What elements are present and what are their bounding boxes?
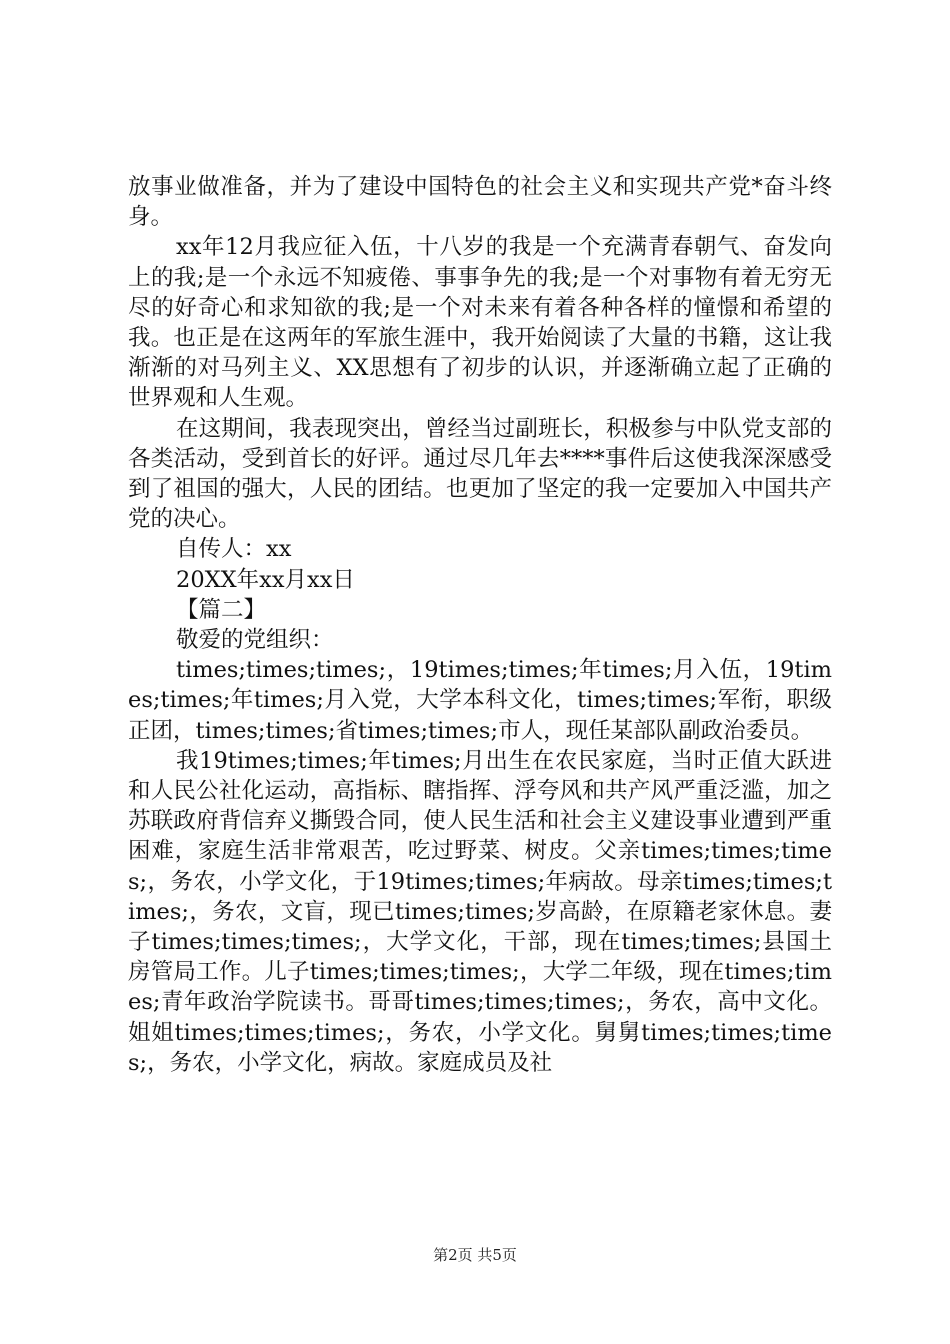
author-signature: 自传人：xx <box>176 536 292 563</box>
section-heading: 【篇二】 <box>176 596 267 623</box>
page-number-footer: 第2页 共5页 <box>433 1246 517 1264</box>
paragraph-enlistment: xx年12月我应征入伍，十八岁的我是一个充满青春朝气、奋发向上的我;是一个永远不知疲倦、事事争先的我;是一个对事物有着无穷无尽的好奇心和求知欲的我;是一个对未来有着各种各样的憧憬和希望的我。也正是在这两年的军旅生涯中，我开始阅读了大量的书籍，这让我渐渐的对马列主义、XX思想有了初步的认识，并逐渐确立起了正确的世界观和人生观。 <box>128 234 832 412</box>
paragraph-profile: times;times;times;，19times;times;年times;月入伍，19times;times;年times;月入党，大学本科文化，times;times;军衔，职级正团，times;times;省times;times;市人，现任某部队副政治委员。 <box>128 657 832 744</box>
paragraph-continuation: 放事业做准备，并为了建设中国特色的社会主义和实现共产党*奋斗终身。 <box>128 174 832 231</box>
document-body <box>128 172 832 1078</box>
salutation: 敬爱的党组织： <box>176 627 334 654</box>
date-line: 20XX年xx月xx日 <box>176 566 355 593</box>
paragraph-service: 在这期间，我表现突出，曾经当过副班长，积极参与中队党支部的各类活动，受到首长的好评。通过尽几年去****事件后这使我深深感受到了祖国的强大，人民的团结。也更加了坚定的我一定要加入中国共产党的决心。 <box>128 415 832 533</box>
paragraph-family: 我19times;times;年times;月出生在农民家庭，当时正值大跃进和人民公社化运动，高指标、瞎指挥、浮夸风和共产风严重泛滥，加之苏联政府背信弃义撕毁合同，使人民生活和社会主义建设事业遭到严重困难，家庭生活非常艰苦，吃过野菜、树皮。父亲times;times;times;，务农，小学文化，于19times;times;年病故。母亲times;times;times;，务农，文盲，现已times;times;岁高龄，在原籍老家休息。妻子times;times;times;，大学文化，干部，现在times;times;县国土房管局工作。儿子times;times;times;，大学二年级，现在times;times;青年政治学院读书。哥哥times;times;times;，务农，高中文化。姐姐times;times;times;，务农，小学文化。舅舅times;times;times;，务农，小学文化，病故。家庭成员及社 <box>128 747 832 1076</box>
